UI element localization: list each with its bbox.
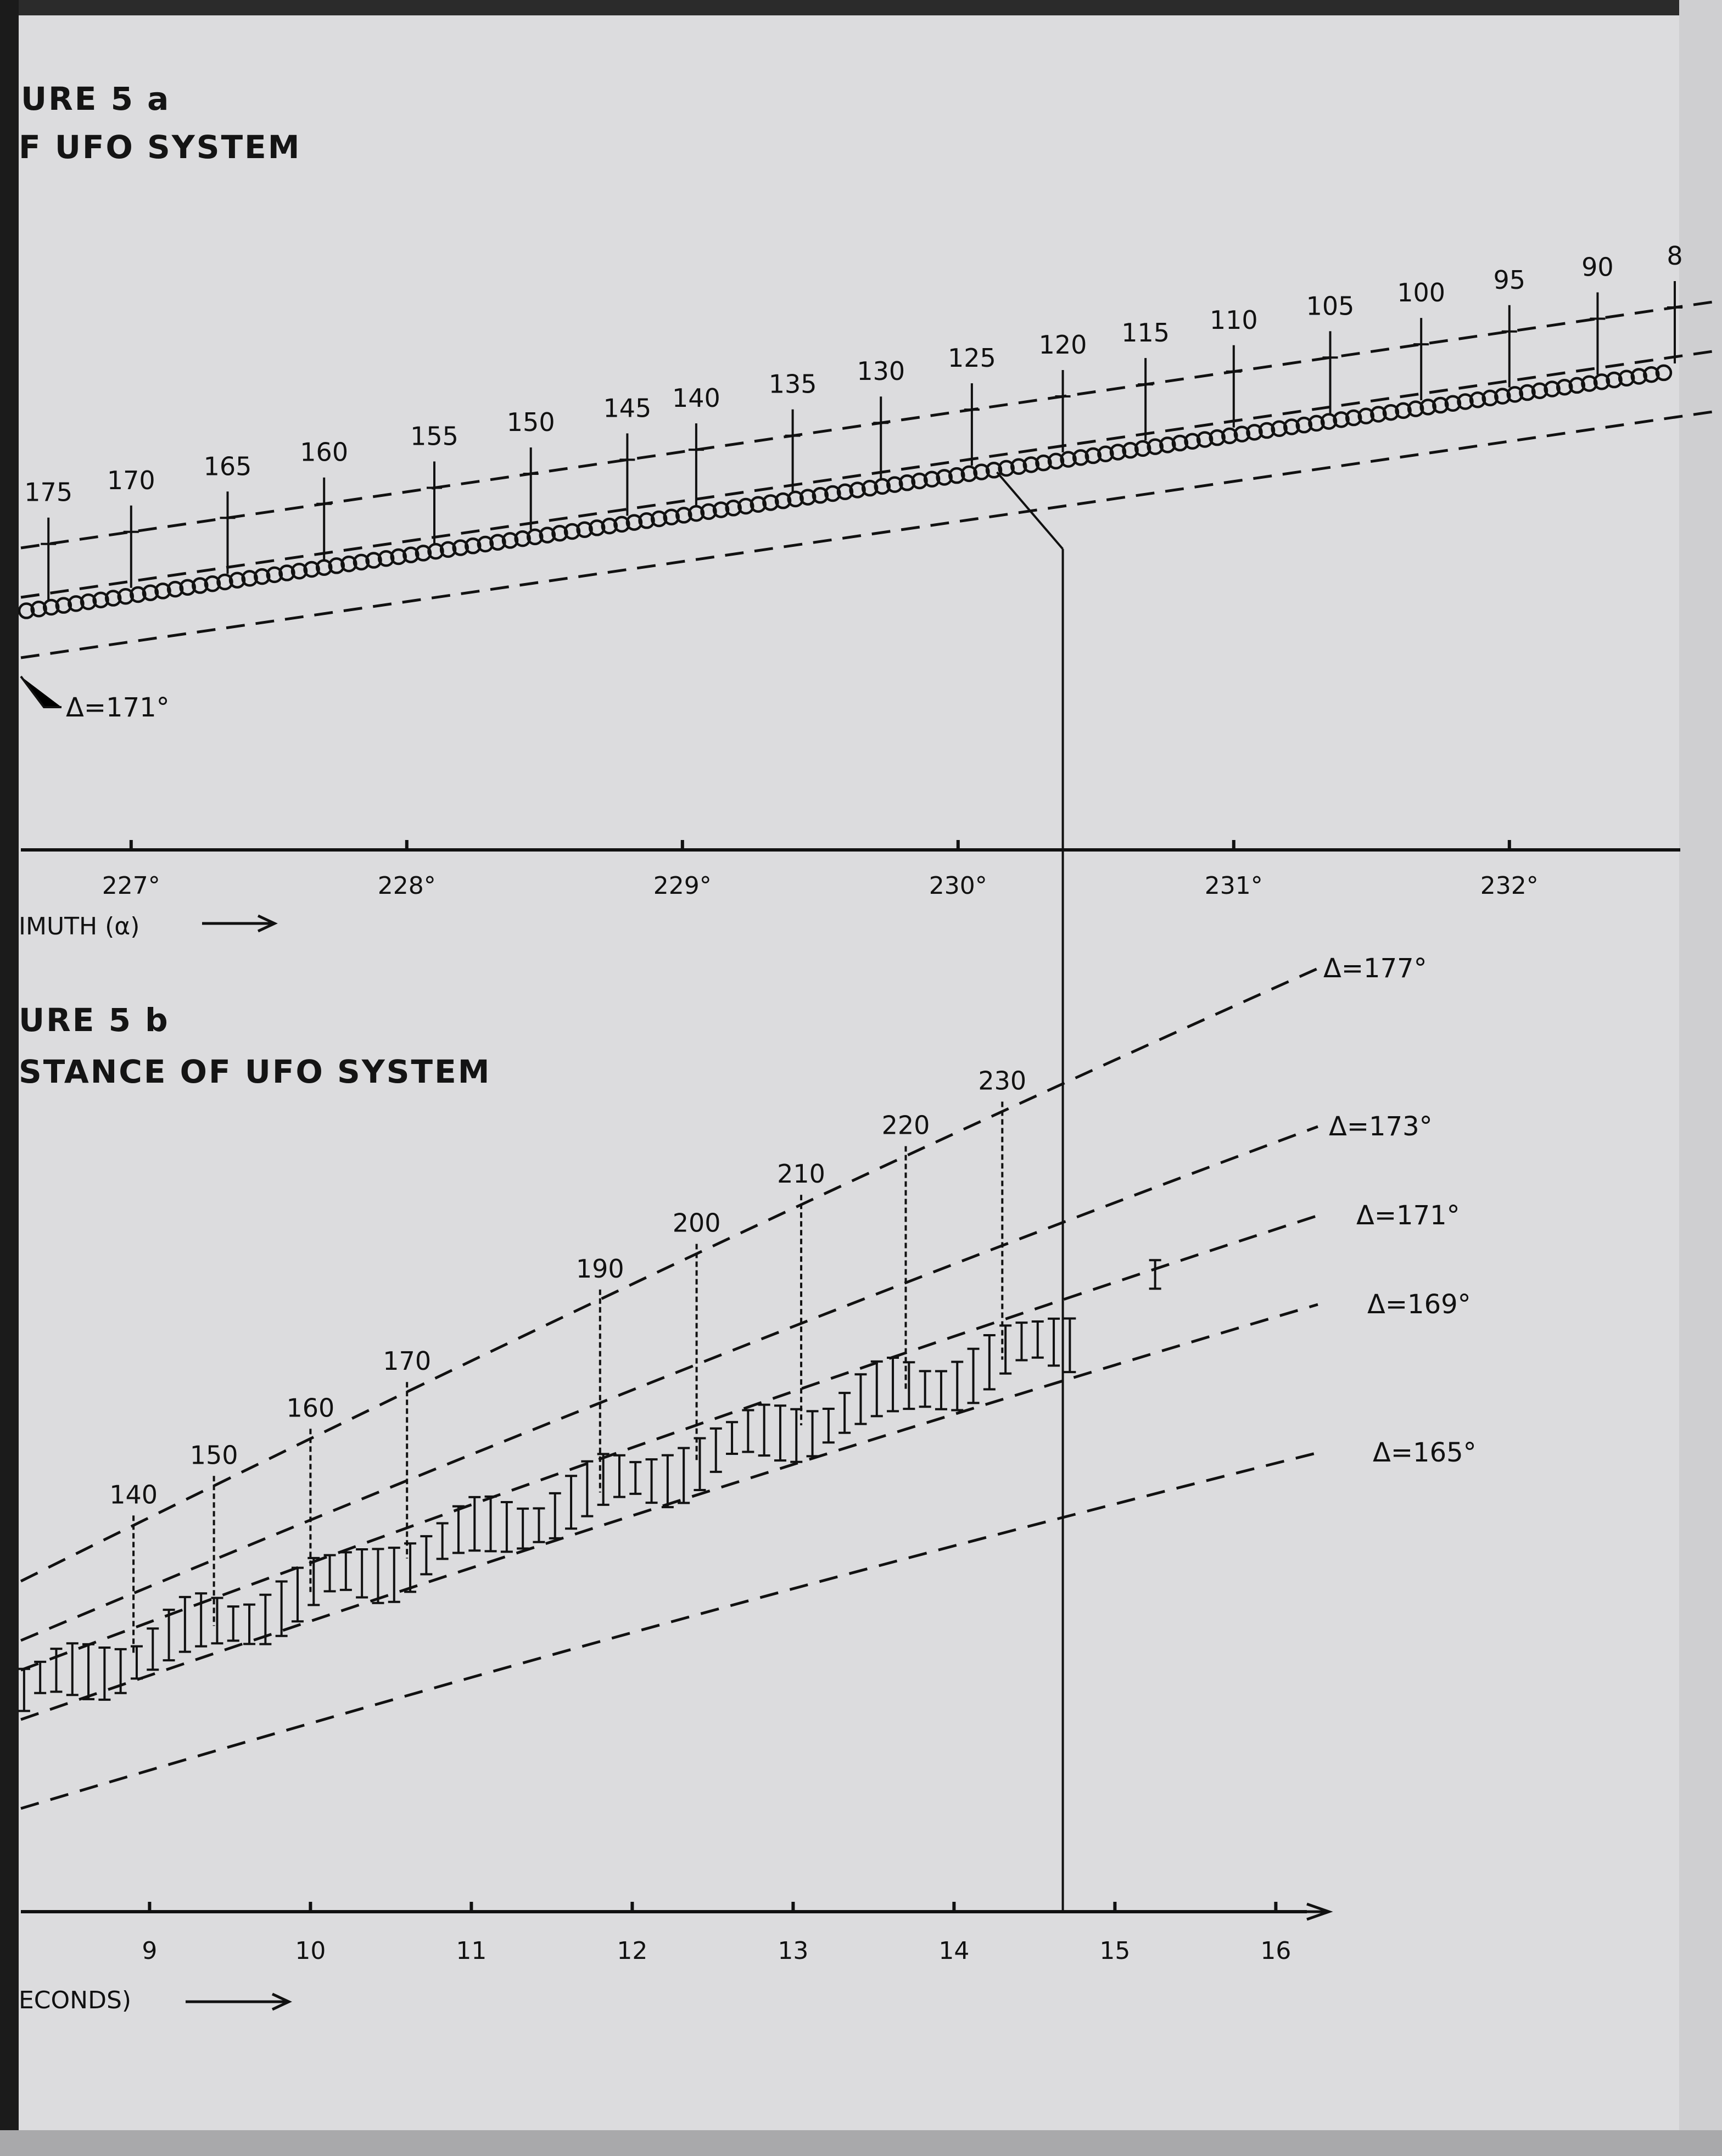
fig5b-error-bar — [710, 1429, 722, 1472]
fig5b-error-bar — [1048, 1319, 1060, 1365]
fig5b-error-bar — [452, 1507, 465, 1553]
fig5a-point-label: 170 — [107, 465, 155, 495]
fig5a-point-label: 155 — [410, 421, 459, 451]
fig5b-x-tick-label: 16 — [1260, 1937, 1292, 1965]
fig5b-point-label: 200 — [672, 1208, 721, 1238]
fig5b-point-label: 170 — [383, 1346, 432, 1376]
fig5a-x-tick-label: 228° — [377, 872, 436, 900]
fig5b-curve-label: Δ=171° — [1356, 1200, 1460, 1231]
fig5b-error-bar — [662, 1455, 674, 1507]
fig5b-error-bar — [1064, 1318, 1076, 1372]
fig5b-error-bar — [388, 1548, 400, 1602]
fig5b-error-bar — [726, 1422, 738, 1454]
fig5b-error-bar — [66, 1643, 79, 1695]
fig5b-error-bar — [565, 1476, 577, 1528]
fig5a-x-tick-label: 231° — [1204, 872, 1263, 900]
fig5b-x-tick-label: 11 — [456, 1937, 487, 1965]
fig5a-x-label: IMUTH (α) — [19, 912, 140, 940]
fig5b-error-bar — [533, 1508, 545, 1542]
fig5a-point-label: 165 — [203, 451, 252, 481]
fig5b-point-label: 160 — [286, 1393, 335, 1423]
fig5b-error-bar — [485, 1497, 497, 1551]
fig5b-error-bar — [1015, 1323, 1027, 1360]
fig5a-bound-leader — [21, 676, 62, 707]
fig5b-x-tick-label: 10 — [295, 1937, 326, 1965]
fig5a-upper-bound — [21, 295, 1722, 548]
fig5b-x-arrow-head — [1307, 1904, 1329, 1919]
fig5b-error-bar — [646, 1459, 658, 1503]
fig5a-point-label: 125 — [947, 343, 996, 373]
fig5b-error-bar — [82, 1644, 94, 1699]
fig5b-error-bar — [854, 1374, 866, 1424]
fig5b-error-bar — [678, 1448, 690, 1503]
fig5b-point-label: 150 — [189, 1440, 238, 1470]
fig5b-error-bar — [179, 1597, 191, 1652]
fig5b-error-bar — [823, 1409, 835, 1442]
fig5b-error-bar — [324, 1555, 336, 1592]
fig5b-curve-label: Δ=165° — [1373, 1437, 1477, 1468]
fig5b-x-tick-label: 15 — [1099, 1937, 1131, 1965]
fig5a-point-label: 175 — [24, 477, 73, 507]
fig5b-x-arrow — [186, 1994, 289, 2009]
fig5a-point-label: 130 — [857, 356, 905, 387]
fig5b-error-bar — [919, 1371, 931, 1407]
fig5b-error-bar — [758, 1405, 770, 1456]
fig5b-x-tick-label: 12 — [617, 1937, 648, 1965]
fig5a-point-label: 90 — [1581, 252, 1614, 282]
fig5b-curve-label: Δ=177° — [1323, 953, 1427, 984]
fig5b-error-bar — [372, 1549, 384, 1603]
fig5b-delta-curve — [21, 1304, 1318, 1720]
fig5b-error-bar — [18, 1669, 30, 1711]
fig5b-point-label: 220 — [881, 1110, 930, 1140]
fig5b-error-bar — [420, 1536, 432, 1574]
fig5a-lower-bound — [21, 405, 1722, 658]
fig5b-error-bar — [517, 1509, 529, 1549]
fig5b-error-bar — [935, 1371, 947, 1409]
fig5b-error-bar — [613, 1455, 625, 1497]
fig5b-error-bar — [968, 1349, 980, 1403]
fig5b-title: URE 5 b — [19, 1001, 170, 1039]
fig5b-error-bar — [98, 1648, 110, 1700]
fig5b-error-bar — [1149, 1260, 1161, 1289]
fig5b-error-bar — [147, 1628, 159, 1670]
fig5b-point-label: 140 — [109, 1480, 158, 1510]
fig5b-point-label: 210 — [777, 1159, 825, 1189]
fig5b-error-bar — [742, 1410, 754, 1452]
fig5b-error-bar — [163, 1610, 175, 1660]
fig5b-error-bar — [276, 1581, 288, 1636]
fig5a-point-label: 140 — [672, 383, 720, 413]
fig5b-subtitle: STANCE OF UFO SYSTEM — [19, 1053, 491, 1090]
fig5b-error-bar — [243, 1605, 255, 1644]
fig5b-error-bar — [871, 1362, 883, 1416]
fig5b-point-label: 190 — [575, 1253, 624, 1284]
fig5a-x-tick-label: 227° — [102, 872, 160, 900]
fig5b-point-label: 230 — [978, 1066, 1027, 1096]
fig5b-x-tick-label: 9 — [142, 1937, 158, 1965]
fig5b-error-bar — [34, 1662, 46, 1693]
fig5b-error-bar — [807, 1411, 819, 1456]
fig5b-error-bar — [1032, 1321, 1044, 1358]
fig5b-x-tick-label: 14 — [938, 1937, 970, 1965]
fig5a-point-label: 105 — [1306, 291, 1355, 321]
fig5a-title: URE 5 a — [21, 80, 171, 117]
fig5b-error-bar — [774, 1405, 786, 1460]
fig5a-bound-label: Δ=171° — [66, 692, 170, 723]
fig5a-point-label: 160 — [300, 437, 349, 467]
fig5a-point-label: 100 — [1397, 278, 1446, 308]
fig5b-error-bar — [340, 1552, 352, 1589]
fig5a-point-label: 120 — [1038, 330, 1087, 360]
cursor-leader — [997, 472, 1063, 549]
fig5b-error-bar — [983, 1335, 996, 1389]
fig5b-error-bar — [501, 1502, 513, 1552]
fig5b-curve-label: Δ=169° — [1367, 1289, 1471, 1320]
fig5b-error-bar — [838, 1393, 851, 1433]
fig5a-x-arrow — [202, 916, 275, 931]
fig5b-error-bar — [887, 1358, 899, 1411]
fig5b-x-tick-label: 13 — [778, 1937, 809, 1965]
fig5b-delta-curve — [21, 1127, 1318, 1640]
fig5b-error-bar — [951, 1362, 963, 1410]
fig5a-point-label: 135 — [768, 369, 817, 399]
fig5a-point-label: 115 — [1121, 318, 1170, 348]
fig5a-point-label: 95 — [1493, 265, 1526, 295]
fig5a-point-label: 145 — [603, 393, 652, 423]
fig5a-x-tick-label: 230° — [929, 872, 987, 900]
fig5a-point-label: 150 — [506, 407, 555, 437]
fig5a-subtitle: F UFO SYSTEM — [19, 128, 301, 166]
fig5a-x-tick-label: 229° — [653, 872, 712, 900]
fig5a-point-label: 8 — [1667, 241, 1683, 271]
fig5a-point-label: 110 — [1209, 305, 1258, 335]
fig5b-error-bar — [629, 1462, 641, 1494]
fig5b-error-bar — [227, 1606, 239, 1640]
fig5b-error-bar — [356, 1549, 368, 1597]
fig5b-error-bar — [292, 1568, 304, 1622]
fig5b-error-bar — [437, 1523, 449, 1559]
fig5b-x-label: ECONDS) — [19, 1986, 132, 2014]
fig5b-error-bar — [549, 1493, 561, 1538]
fig5a-x-tick-label: 232° — [1480, 872, 1539, 900]
fig5b-error-bar — [581, 1461, 593, 1516]
fig5b-curve-label: Δ=173° — [1329, 1111, 1433, 1142]
